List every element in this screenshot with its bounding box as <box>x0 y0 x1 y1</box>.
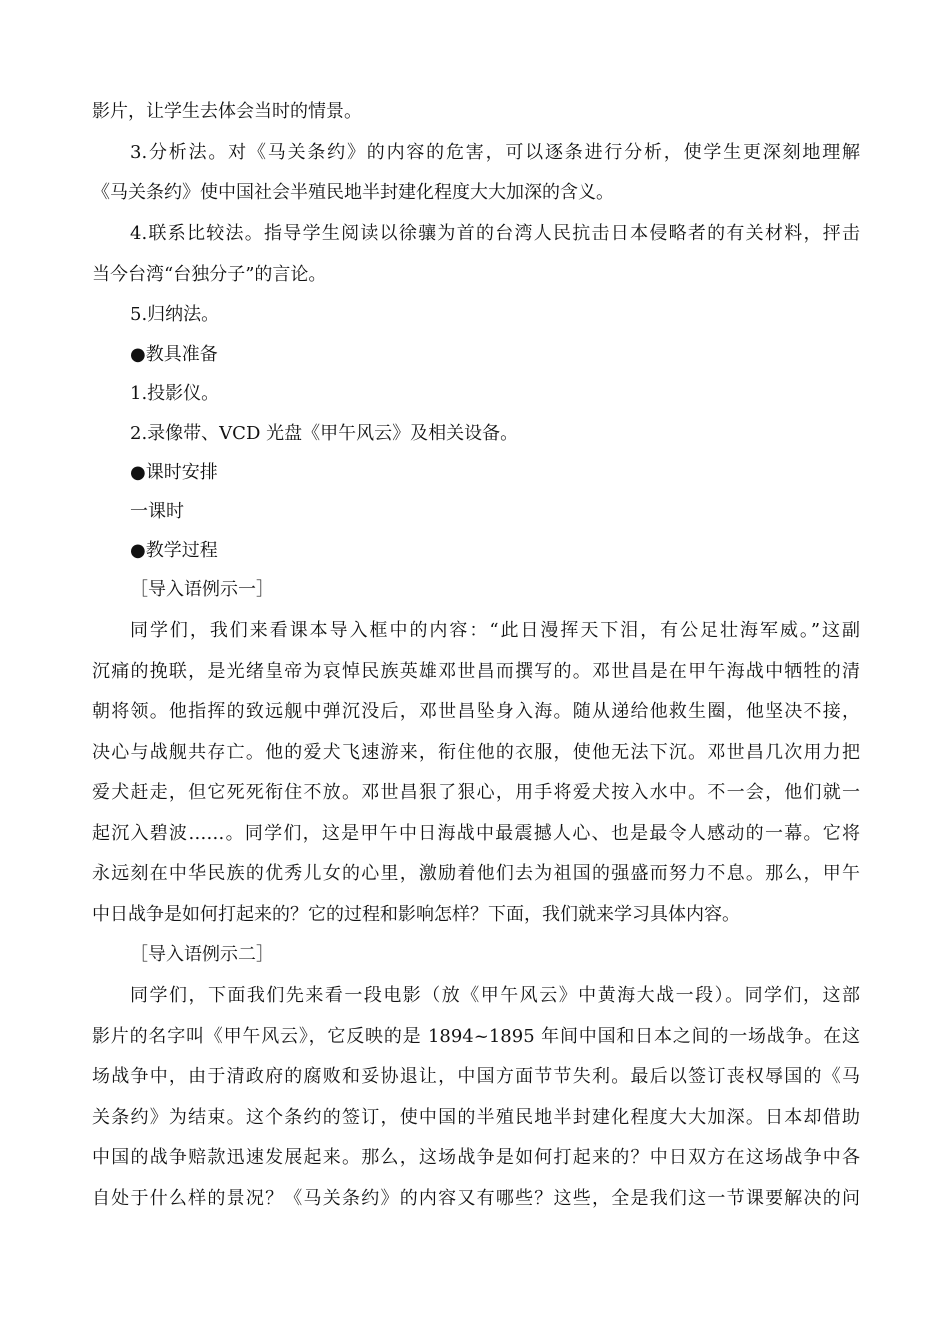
text-line: 中国的战争赔款迅速发展起来。那么，这场战争是如何打起来的？中日双方在这场战争中各 <box>92 1147 860 1168</box>
text-line: 起沉入碧波……。同学们，这是甲午中日海战中最震撼人心、也是最令人感动的一幕。它将 <box>92 823 860 844</box>
text-line: 永远刻在中华民族的优秀儿女的心里，激励着他们去为祖国的强盛而努力不息。那么，甲午 <box>92 863 860 884</box>
text-line: 爱犬赶走，但它死死衔住不放。邓世昌狠了狠心，用手将爱犬按入水中。不一会，他们就一 <box>92 782 860 803</box>
text-line: 3.分析法。对《马关条约》的内容的危害，可以逐条进行分析，使学生更深刻地理解 <box>130 142 860 163</box>
text-line: 决心与战舰共存亡。他的爱犬飞速游来，衔住他的衣服，使他无法下沉。邓世昌几次用力把 <box>92 742 860 763</box>
text-line: 中日战争是如何打起来的？它的过程和影响怎样？下面，我们就来学习具体内容。 <box>92 904 740 925</box>
text-line: 场战争中，由于清政府的腐败和妥协退让，中国方面节节失利。最后以签订丧权辱国的《马 <box>92 1066 860 1087</box>
text-line: 沉痛的挽联，是光绪皇帝为哀悼民族英雄邓世昌而撰写的。邓世昌是在甲午海战中牺牲的清 <box>92 661 860 682</box>
text-line: 影片的名字叫《甲午风云》，它反映的是 1894~1895 年间中国和日本之间的一场战争。在这 <box>92 1026 860 1047</box>
text-line: 1.投影仪。 <box>130 383 220 404</box>
text-line: 5.归纳法。 <box>130 304 220 325</box>
text-line: 朝将领。他指挥的致远舰中弹沉没后，邓世昌坠身入海。随从递给他救生圈，他坚决不接， <box>92 701 860 722</box>
text-line: 影片，让学生去体会当时的情景。 <box>92 101 362 122</box>
text-line: 4.联系比较法。指导学生阅读以徐骧为首的台湾人民抗击日本侵略者的有关材料，抨击 <box>130 223 860 244</box>
subsection-heading: ［导入语例示二］ <box>130 944 274 965</box>
text-line: 《马关条约》使中国社会半殖民地半封建化程度大大加深的含义。 <box>92 182 614 203</box>
subsection-heading: ［导入语例示一］ <box>130 579 274 600</box>
section-heading: ●教具准备 <box>130 344 218 365</box>
text-line: 同学们，下面我们先来看一段电影（放《甲午风云》中黄海大战一段）。同学们，这部 <box>130 985 860 1006</box>
text-line: 一课时 <box>130 501 184 522</box>
text-line: 当今台湾“台独分子”的言论。 <box>92 264 327 285</box>
text-line: 关条约》为结束。这个条约的签订，使中国的半殖民地半封建化程度大大加深。日本却借助 <box>92 1107 860 1128</box>
text-line: 自处于什么样的景况？《马关条约》的内容又有哪些？这些，全是我们这一节课要解决的问 <box>92 1188 860 1209</box>
section-heading: ●课时安排 <box>130 462 218 483</box>
text-line: 2.录像带、VCD 光盘《甲午风云》及相关设备。 <box>130 423 519 444</box>
section-heading: ●教学过程 <box>130 540 218 561</box>
text-line: 同学们，我们来看课本导入框中的内容：“此日漫挥天下泪，有公足壮海军威。”这副 <box>130 620 860 641</box>
